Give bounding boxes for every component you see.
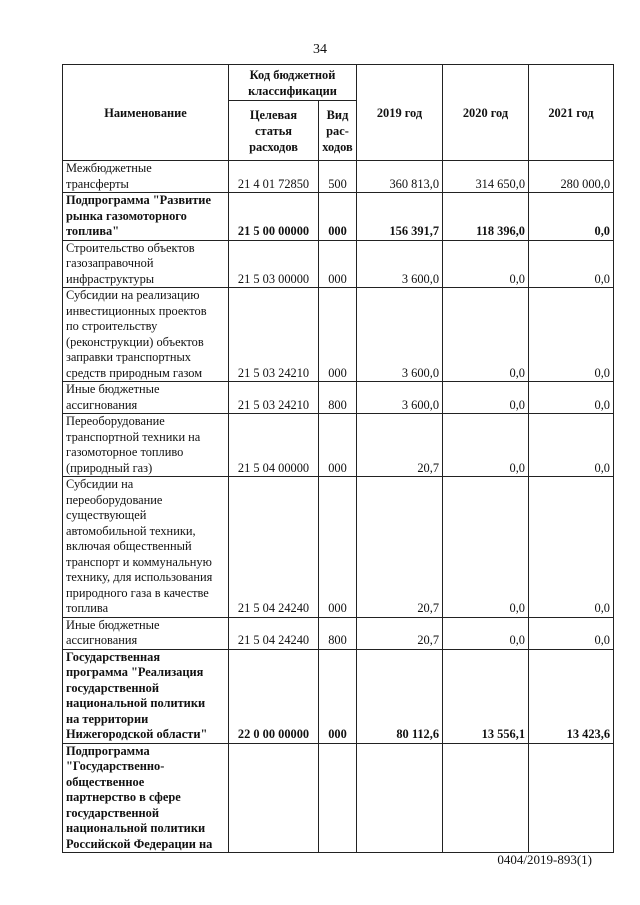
row-value-2020: 314 650,0 [443, 161, 529, 193]
row-expense-kind [319, 743, 357, 853]
row-value-2019: 3 600,0 [357, 240, 443, 288]
header-target: Целевая статья расходов [229, 101, 319, 161]
header-kind: Вид рас- ходов [319, 101, 357, 161]
row-name: Субсидии на реализацию инвестиционных проектов по строительству (реконструкции) объектов заправки транспортных средств природным газом [63, 288, 229, 382]
row-value-2019: 3 600,0 [357, 382, 443, 414]
row-name: Межбюджетные трансферты [63, 161, 229, 193]
table-row [63, 161, 614, 193]
row-value-2019: 20,7 [357, 477, 443, 618]
row-value-2020: 0,0 [443, 288, 529, 382]
table-row [63, 193, 614, 241]
row-expense-kind: 000 [319, 193, 357, 241]
table-row [63, 240, 614, 288]
table-row [63, 414, 614, 477]
row-value-2019: 80 112,6 [357, 649, 443, 743]
table-row [63, 743, 614, 853]
document-code: 0404/2019-893(1) [497, 852, 592, 867]
row-value-2021 [529, 743, 614, 853]
row-value-2021: 0,0 [529, 288, 614, 382]
row-target-code: 21 4 01 72850 [229, 161, 319, 193]
row-value-2020 [443, 743, 529, 853]
row-expense-kind: 500 [319, 161, 357, 193]
row-name: Иные бюджетные ассигнования [63, 382, 229, 414]
row-value-2019: 20,7 [357, 414, 443, 477]
row-value-2021: 0,0 [529, 477, 614, 618]
row-value-2020: 0,0 [443, 414, 529, 477]
row-value-2020: 0,0 [443, 240, 529, 288]
row-value-2021: 13 423,6 [529, 649, 614, 743]
table-row [63, 477, 614, 618]
row-name: Подпрограмма "Развитие рынка газомоторного топлива" [63, 193, 229, 241]
header-2021: 2021 год [529, 65, 614, 161]
row-target-code: 21 5 04 24240 [229, 477, 319, 618]
row-target-code: 21 5 03 24210 [229, 382, 319, 414]
row-target-code: 21 5 03 00000 [229, 240, 319, 288]
row-target-code [229, 743, 319, 853]
row-value-2019: 3 600,0 [357, 288, 443, 382]
row-value-2020: 0,0 [443, 617, 529, 649]
header-2020: 2020 год [443, 65, 529, 161]
row-target-code: 21 5 04 24240 [229, 617, 319, 649]
row-value-2021: 280 000,0 [529, 161, 614, 193]
row-value-2019: 156 391,7 [357, 193, 443, 241]
row-expense-kind: 000 [319, 414, 357, 477]
row-value-2021: 0,0 [529, 382, 614, 414]
table-row [63, 617, 614, 649]
row-value-2019 [357, 743, 443, 853]
row-value-2021: 0,0 [529, 617, 614, 649]
row-value-2020: 0,0 [443, 382, 529, 414]
row-expense-kind: 000 [319, 240, 357, 288]
row-value-2020: 0,0 [443, 477, 529, 618]
row-expense-kind: 800 [319, 617, 357, 649]
header-2019: 2019 год [357, 65, 443, 161]
row-expense-kind: 000 [319, 477, 357, 618]
row-target-code: 21 5 04 00000 [229, 414, 319, 477]
row-name: Переоборудование транспортной техники на газомоторное топливо (природный газ) [63, 414, 229, 477]
header-name: Наименование [63, 65, 229, 161]
row-value-2021: 0,0 [529, 414, 614, 477]
row-value-2021: 0,0 [529, 240, 614, 288]
row-name: Государственная программа "Реализация государственной национальной политики на территории Нижегородской области" [63, 649, 229, 743]
row-target-code: 21 5 03 24210 [229, 288, 319, 382]
page-number: 34 [313, 42, 327, 57]
row-expense-kind: 800 [319, 382, 357, 414]
row-value-2021: 0,0 [529, 193, 614, 241]
row-target-code: 21 5 00 00000 [229, 193, 319, 241]
row-name: Субсидии на переоборудование существующей автомобильной техники, включая общественный транспорт и коммунальную технику, для использования природного газа в качестве топлива [63, 477, 229, 618]
row-expense-kind: 000 [319, 288, 357, 382]
budget-table [62, 64, 614, 853]
row-name: Строительство объектов газозаправочной инфраструктуры [63, 240, 229, 288]
row-value-2020: 13 556,1 [443, 649, 529, 743]
table-row [63, 288, 614, 382]
row-value-2019: 20,7 [357, 617, 443, 649]
row-expense-kind: 000 [319, 649, 357, 743]
table-row [63, 649, 614, 743]
table-row [63, 382, 614, 414]
row-target-code: 22 0 00 00000 [229, 649, 319, 743]
row-name: Иные бюджетные ассигнования [63, 617, 229, 649]
row-value-2020: 118 396,0 [443, 193, 529, 241]
row-name: Подпрограмма "Государственно- общественное партнерство в сфере государственной национальной политики Российской Федерации на [63, 743, 229, 853]
header-budget-code: Код бюджетной классификации [229, 65, 357, 101]
row-value-2019: 360 813,0 [357, 161, 443, 193]
